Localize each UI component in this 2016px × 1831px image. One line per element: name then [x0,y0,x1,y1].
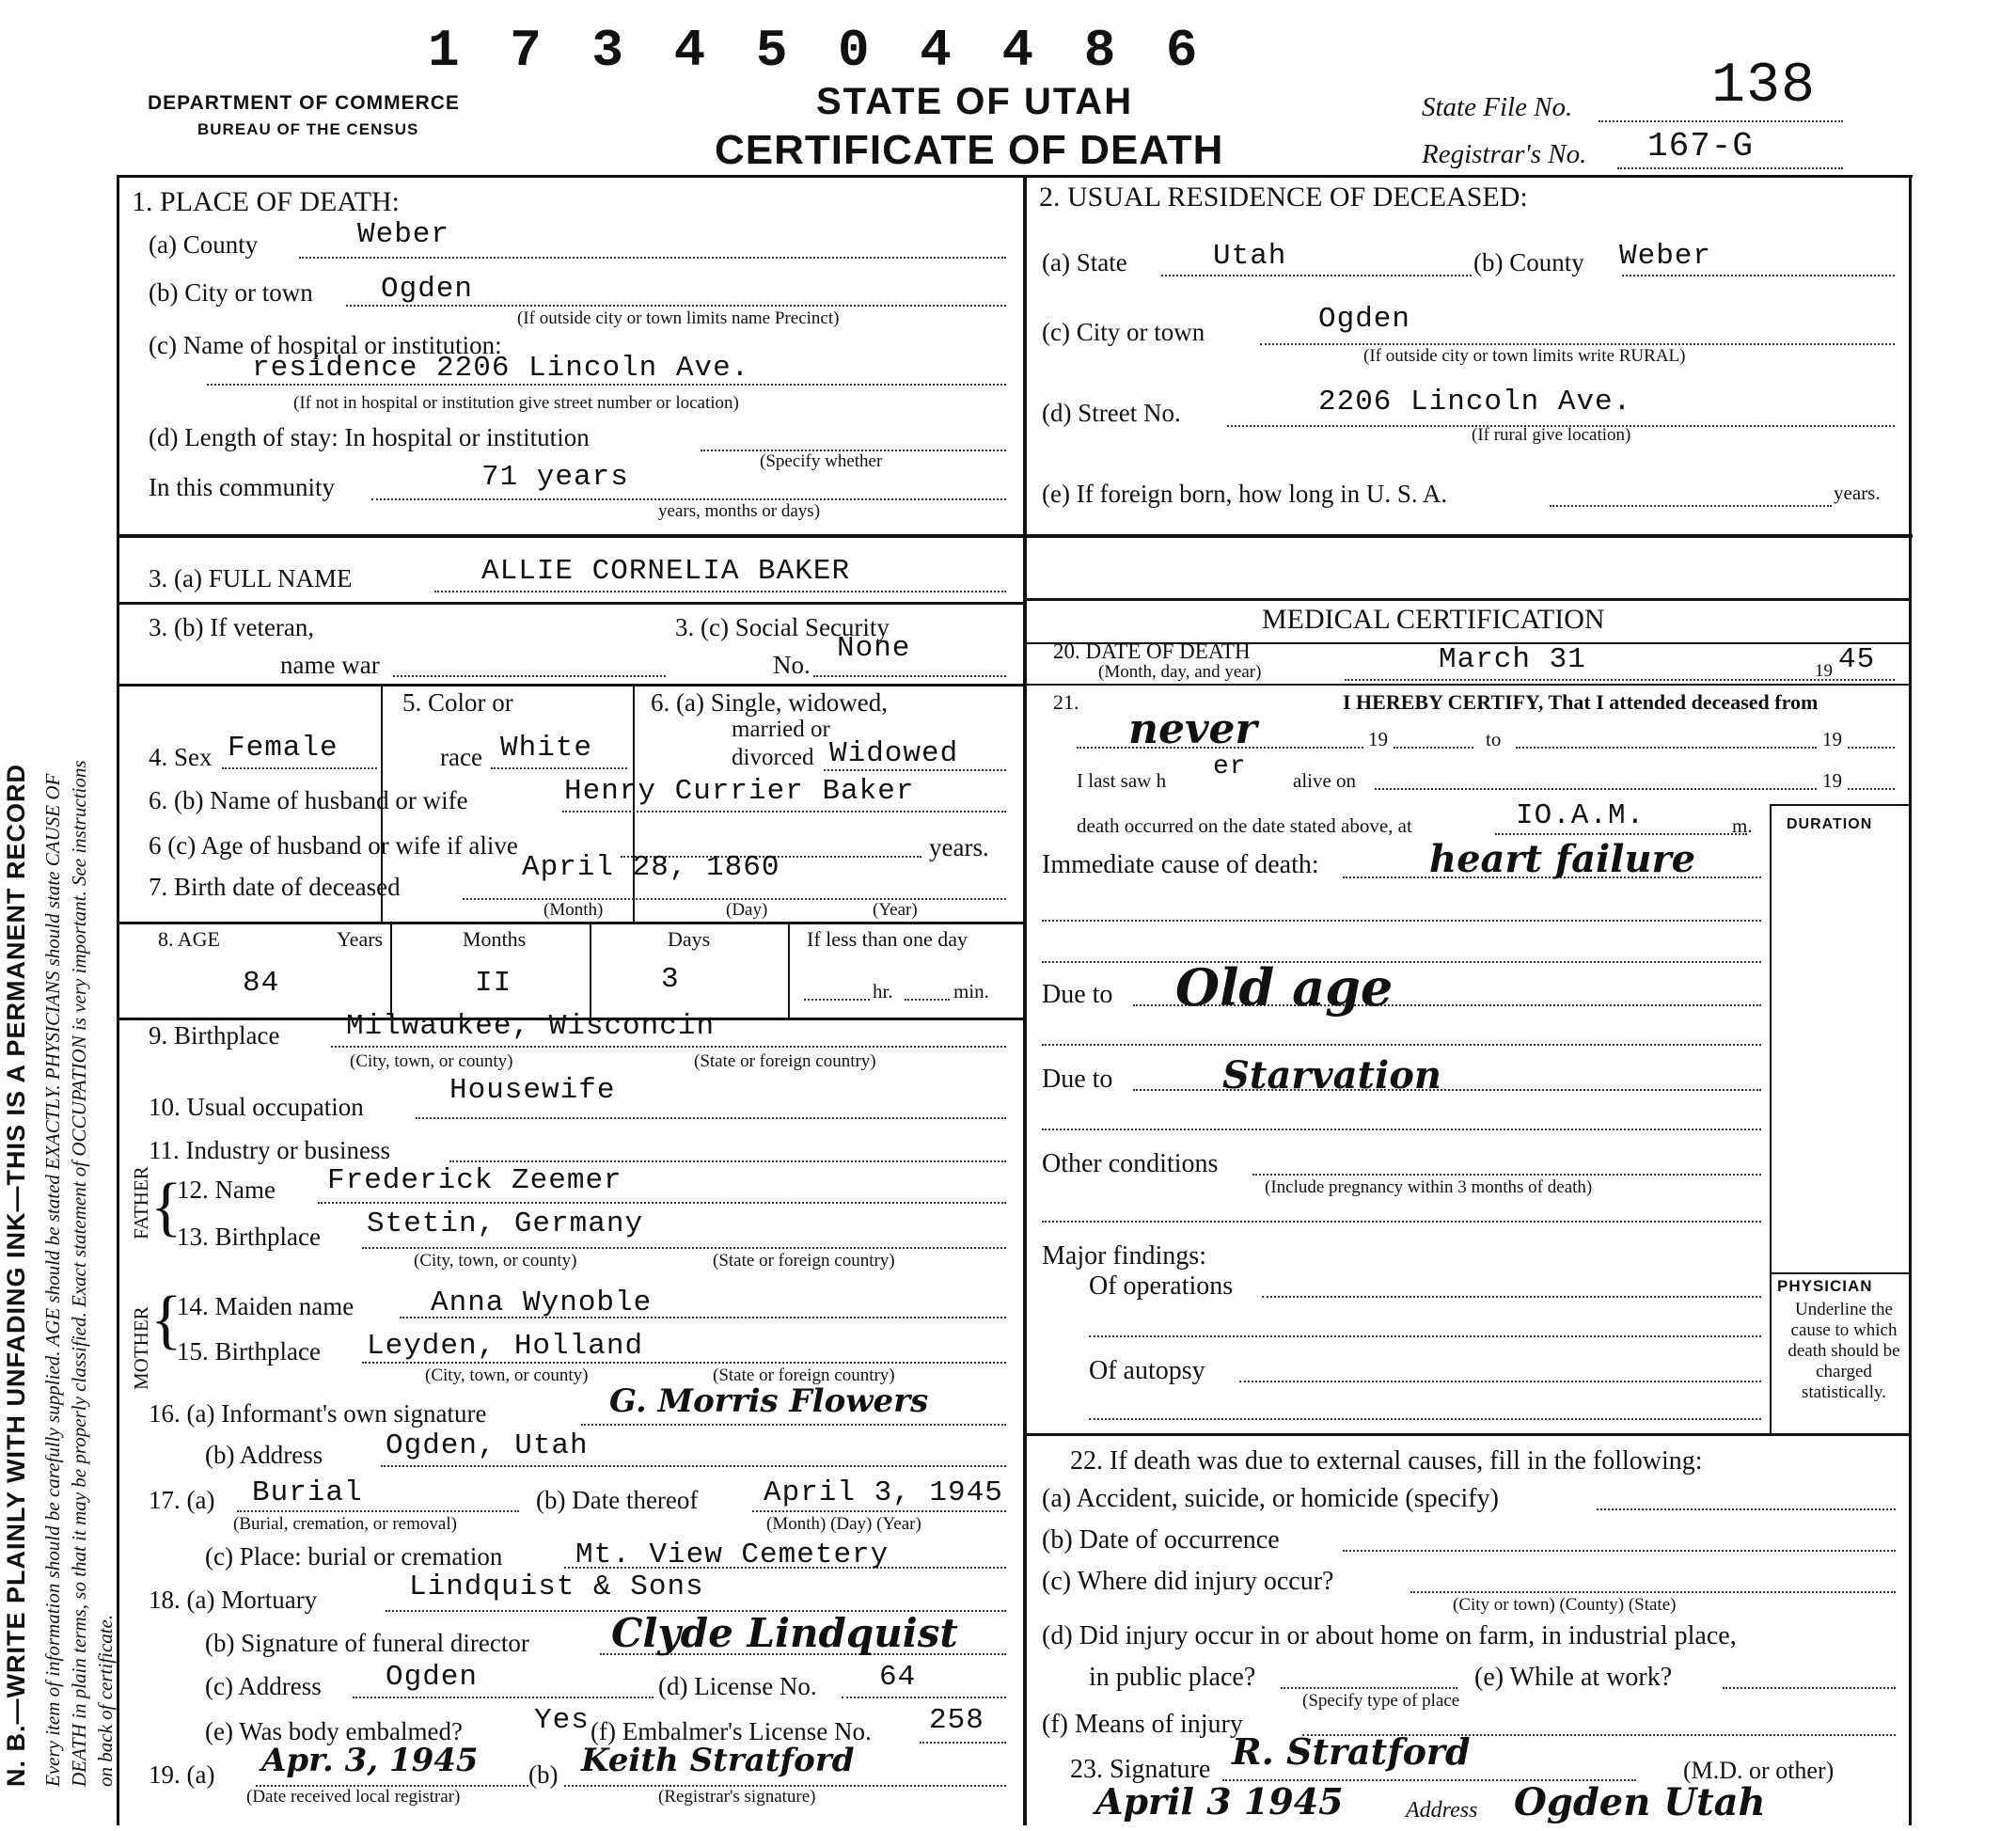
father-name-label: 12. Name [177,1176,276,1204]
state-file-number: 138 [1711,55,1817,118]
age-min-label: min. [953,980,989,1002]
external-c: (c) Where did injury occur? [1042,1567,1334,1596]
res-city-value: Ogden [1318,303,1411,336]
mother-name-label: 14. Maiden name [177,1292,354,1320]
serial-number: 1 7 3 4 5 0 4 4 8 6 [428,21,1207,81]
birth-label: 7. Birth date of deceased [149,873,401,901]
community-label: In this community [149,473,335,501]
immediate-cause-label: Immediate cause of death: [1042,850,1319,879]
res-state-label: (a) State [1042,248,1127,276]
hospital-note: (If not in hospital or institution give street number or location) [293,393,739,413]
physician-note: Underline the cause to which death should be charged statistically. [1788,1300,1900,1402]
external-b: (b) Date of occurrence [1042,1525,1280,1555]
industry-label: 11. Industry or business [149,1136,390,1164]
embalmer-license-label: (f) Embalmer's License No. [591,1717,872,1745]
bureau-title: BUREAU OF THE CENSUS [197,120,419,138]
physician-title: PHYSICIAN [1777,1277,1873,1295]
res-street-note: (If rural give location) [1472,425,1631,445]
age-label: 8. AGE [158,927,220,951]
race-label: race [440,743,482,771]
dod-value: March 31 [1439,643,1586,676]
informant-sig-label: 16. (a) Informant's own signature [149,1399,487,1428]
fd-address-value: Ogden [386,1661,479,1694]
informant-addr-label: (b) Address [205,1441,323,1469]
sig-address-value: Ogden Utah [1514,1780,1766,1824]
signature-date: April 3 1945 [1095,1780,1344,1823]
due-to-2-value: Starvation [1222,1053,1441,1097]
res-county-value: Weber [1619,240,1712,273]
father-vertical-label: FATHER [130,1166,152,1239]
external-d-note: (Specify type of place [1302,1691,1460,1711]
res-county-label: (b) County [1473,248,1584,276]
informant-signature: G. Morris Flowers [609,1382,929,1420]
other-conditions-note: (Include pregnancy within 3 months of death) [1265,1177,1593,1197]
birth-day-note: (Day) [726,900,768,920]
birth-value: April 28, 1860 [522,851,780,884]
age-months-label: Months [463,927,527,951]
alive-on-label: alive on [1293,769,1357,792]
md-label: (M.D. or other) [1683,1757,1835,1784]
full-name-label: 3. (a) FULL NAME [149,564,353,592]
residence-title: 2. USUAL RESIDENCE OF DECEASED: [1039,182,1528,213]
sex-value: Female [228,732,339,765]
other-conditions-label: Other conditions [1042,1149,1219,1178]
father-birthplace-value: Stetin, Germany [367,1208,644,1240]
father-city-note: (City, town, or county) [414,1251,577,1271]
to-nineteen: 19 [1822,728,1842,750]
birth-month-note: (Month) [543,900,604,920]
received-note: (Date received local registrar) [246,1787,461,1807]
mother-name-value: Anna Wynoble [431,1286,653,1319]
immediate-cause-value: heart failure [1429,837,1696,881]
mortuary-value: Lindquist & Sons [409,1571,704,1603]
registrar-number-label: Registrar's No. [1422,139,1587,169]
specify-note: (Specify whether [760,451,883,471]
occupation-value: Housewife [449,1074,616,1107]
dod-note: (Month, day, and year) [1098,662,1262,682]
external-f: (f) Means of injury [1042,1710,1243,1739]
death-occurred-label: death occurred on the date stated above, at [1077,814,1412,837]
res-city-note: (If outside city or town limits write RURAL) [1363,346,1686,366]
war-label: name war [280,651,380,679]
full-name-value: ALLIE CORNELIA BAKER [481,555,851,588]
external-a: (a) Accident, suicide, or homicide (specify) [1042,1484,1499,1513]
operations-label: Of operations [1089,1271,1234,1301]
sex-label: 4. Sex [149,743,213,771]
hospital-value: residence 2206 Lincoln Ave. [252,352,750,385]
margin-warning: N. B.—WRITE PLAINLY WITH UNFADING INK—THIS IS A PERMANENT RECORD [2,763,30,1787]
due-to-1-value: Old age [1175,957,1394,1018]
margin-note-3: on back of certificate. [94,1614,117,1787]
from-nineteen: 19 [1368,728,1388,750]
burial-date-note: (Month) (Day) (Year) [766,1514,921,1534]
res-street-value: 2206 Lincoln Ave. [1318,386,1632,418]
city-note: (If outside city or town limits name Precinct) [517,308,840,328]
attended-value: never [1128,705,1257,753]
embalmed-label: (e) Was body embalmed? [205,1717,463,1745]
informant-addr-value: Ogden, Utah [386,1429,589,1462]
certificate-title: CERTIFICATE OF DEATH [715,127,1224,173]
place-of-death-title: 1. PLACE OF DEATH: [132,186,401,217]
ss-no-label: No. [773,651,811,679]
mortuary-label: 18. (a) Mortuary [149,1586,318,1614]
due-to-1-label: Due to [1042,980,1113,1009]
sig-address-label: Address [1406,1798,1478,1823]
age-months-value: II [475,967,512,1000]
mother-birthplace-label: 15. Birthplace [177,1337,321,1365]
res-city-label: (c) City or town [1042,318,1205,346]
external-e: (e) While at work? [1474,1663,1673,1692]
external-c-note: (City or town) (County) (State) [1453,1595,1677,1615]
margin-note-2: DEATH in plain terms, so that it may be properly classified. Exact statement of OCCUPATION is very important. See instructions [68,760,90,1787]
physician-signature: R. Stratford [1232,1730,1471,1773]
mother-state-note: (State or foreign country) [713,1365,895,1385]
burial-date-label: (b) Date thereof [536,1486,699,1514]
married-label: married or [732,717,830,742]
race-value: White [500,732,593,765]
registrar-number: 167-G [1647,127,1755,166]
res-state-value: Utah [1213,240,1287,273]
dod-prefix: 19 [1815,661,1833,681]
birth-year-note: (Year) [873,900,918,920]
disposition-label: 17. (a) [149,1486,215,1514]
county-value: Weber [357,218,450,251]
age-hr-label: hr. [873,980,893,1002]
autopsy-label: Of autopsy [1089,1356,1205,1385]
age-years-label: Years [337,927,384,951]
spouse-value: Henry Currier Baker [564,775,915,808]
city-value: Ogden [381,273,474,306]
mother-bracket: { [150,1284,182,1356]
foreign-born-label: (e) If foreign born, how long in U. S. A. [1042,480,1448,508]
marital-value: Widowed [829,737,959,770]
father-state-note: (State or foreign country) [713,1251,895,1271]
death-time-value: IO.A.M. [1516,799,1646,832]
ss-no-value: None [837,632,911,665]
hospital-label: (c) Name of hospital or institution: [149,331,502,359]
certify-text: I HEREBY CERTIFY, That I attended deceased from [1343,690,1819,714]
license-value: 64 [879,1661,917,1694]
external-title: 22. If death was due to external causes, fill in the following: [1070,1446,1703,1476]
mother-vertical-label: MOTHER [130,1306,152,1390]
color-label: 5. Color or [402,688,513,717]
divorced-label: divorced [732,745,814,770]
major-findings-label: Major findings: [1042,1241,1206,1271]
margin-note-1: Every item of information should be carefully supplied. AGE should be stated EXACTLY. PHYSICIANS should state CAUSE OF [41,773,64,1787]
age-years-value: 84 [243,967,280,1000]
medical-title: MEDICAL CERTIFICATION [1262,604,1605,635]
father-name-value: Frederick Zeemer [327,1164,622,1197]
license-label: (d) License No. [658,1672,817,1700]
registrar-signature: Keith Stratford [581,1742,855,1779]
dod-year: 45 [1838,643,1876,676]
external-d: (d) Did injury occur in or about home on farm, in industrial place, [1042,1621,1737,1650]
registrar-note: (Registrar's signature) [658,1787,816,1807]
burial-place-value: Mt. View Cemetery [575,1539,890,1571]
fd-address-label: (c) Address [205,1672,322,1700]
mother-city-note: (City, town, or county) [425,1365,589,1385]
stay-label: (d) Length of stay: In hospital or institution [149,423,590,451]
received-date: Apr. 3, 1945 [261,1742,479,1779]
spouse-age-years: years. [929,833,989,861]
embalmed-value: Yes [534,1704,590,1737]
alive-on-nineteen: 19 [1822,769,1842,792]
external-d2: in public place? [1089,1663,1256,1692]
disposition-value: Burial [252,1476,363,1509]
father-birthplace-label: 13. Birthplace [177,1223,321,1251]
last-saw-label: I last saw h [1077,769,1167,792]
registrar-sig-label: (b) [528,1760,559,1789]
state-title: STATE OF UTAH [816,81,1134,122]
signature-label: 23. Signature [1070,1755,1211,1784]
embalmer-license-value: 258 [929,1704,984,1737]
birthplace-value: Milwaukee, Wisconcin [346,1010,716,1043]
marital-label: 6. (a) Single, widowed, [651,688,888,717]
duration-label: DURATION [1787,816,1873,832]
veteran-label: 3. (b) If veteran, [149,613,315,641]
burial-place-label: (c) Place: burial or cremation [205,1542,503,1571]
death-time-m: m. [1732,814,1753,837]
funeral-director-sig-label: (b) Signature of funeral director [205,1629,529,1657]
birthplace-state-note: (State or foreign country) [694,1051,876,1071]
spouse-label: 6. (b) Name of husband or wife [149,786,468,814]
item21-label: 21. [1053,690,1079,714]
age-days-label: Days [668,927,711,951]
burial-date-value: April 3, 1945 [764,1476,1003,1509]
occupation-label: 10. Usual occupation [149,1093,364,1121]
county-label: (a) County [149,230,259,259]
ymd-note: years, months or days) [658,501,821,521]
foreign-years: years. [1834,481,1881,504]
age-days-value: 3 [661,963,680,996]
birthplace-city-note: (City, town, or county) [350,1051,513,1071]
to-label: to [1486,728,1502,750]
ss-label: 3. (c) Social Security [675,613,890,641]
community-value: 71 years [481,461,629,494]
received-label: 19. (a) [149,1760,215,1789]
mother-birthplace-value: Leyden, Holland [367,1330,644,1363]
res-street-label: (d) Street No. [1042,399,1181,427]
disposition-note: (Burial, cremation, or removal) [233,1514,457,1534]
last-saw-suffix: er [1213,752,1247,781]
state-file-label: State File No. [1422,92,1573,122]
department-title: DEPARTMENT OF COMMERCE [148,92,460,114]
dod-label: 20. DATE OF DEATH [1053,639,1251,663]
father-bracket: { [150,1171,182,1243]
age-less-label: If less than one day [807,927,969,951]
birthplace-label: 9. Birthplace [149,1021,280,1050]
city-label: (b) City or town [149,278,313,307]
funeral-director-signature: Clyde Lindquist [611,1610,958,1656]
spouse-age-label: 6 (c) Age of husband or wife if alive [149,831,518,860]
due-to-2-label: Due to [1042,1065,1113,1094]
